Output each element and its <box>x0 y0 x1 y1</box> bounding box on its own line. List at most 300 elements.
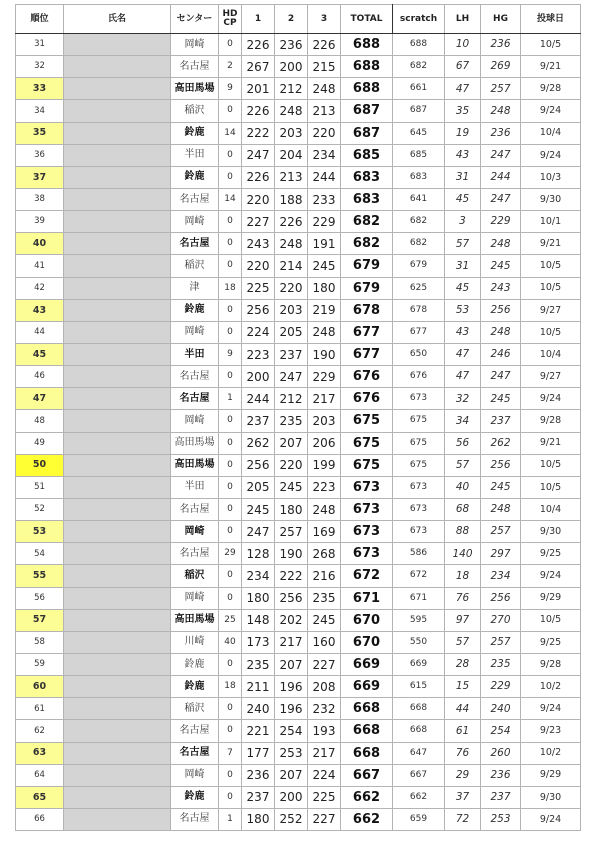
game-2-score: 203 <box>275 122 308 144</box>
high-game: 262 <box>481 432 521 454</box>
game-3-score: 203 <box>308 410 341 432</box>
scratch-score: 676 <box>393 366 445 388</box>
high-game: 240 <box>481 698 521 720</box>
center-cell: 岡崎 <box>171 587 219 609</box>
game-3-score: 227 <box>308 653 341 675</box>
handicap-cell: 0 <box>219 144 242 166</box>
table-row <box>16 166 581 188</box>
game-2-score: 196 <box>275 676 308 698</box>
table-row <box>16 609 581 631</box>
handicap-cell: 0 <box>219 521 242 543</box>
table-row <box>16 366 581 388</box>
low-high-diff: 31 <box>445 166 481 188</box>
game-1-score: 235 <box>242 653 275 675</box>
play-date: 9/30 <box>521 786 581 808</box>
center-cell: 名古屋 <box>171 742 219 764</box>
game-2-score: 212 <box>275 388 308 410</box>
table-row <box>16 343 581 365</box>
center-cell: 稲沢 <box>171 698 219 720</box>
play-date: 9/28 <box>521 78 581 100</box>
center-cell: 岡崎 <box>171 211 219 233</box>
game-1-score: 245 <box>242 498 275 520</box>
low-high-diff: 47 <box>445 366 481 388</box>
game-3-score: 215 <box>308 56 341 78</box>
scratch-score: 682 <box>393 56 445 78</box>
table-row <box>16 565 581 587</box>
handicap-cell: 0 <box>219 565 242 587</box>
handicap-cell: 0 <box>219 720 242 742</box>
name-cell <box>64 388 171 410</box>
table-row <box>16 122 581 144</box>
rank-cell: 47 <box>16 388 64 410</box>
scratch-score: 667 <box>393 764 445 786</box>
table-row <box>16 653 581 675</box>
scratch-score: 672 <box>393 565 445 587</box>
rank-cell: 43 <box>16 299 64 321</box>
name-cell <box>64 255 171 277</box>
game-3-score: 233 <box>308 188 341 210</box>
total-score: 676 <box>341 366 393 388</box>
game-2-score: 220 <box>275 277 308 299</box>
header-hd-line1: HD <box>222 9 238 19</box>
high-game: 237 <box>481 410 521 432</box>
play-date: 9/21 <box>521 233 581 255</box>
table-row <box>16 454 581 476</box>
high-game: 248 <box>481 233 521 255</box>
rank-cell: 42 <box>16 277 64 299</box>
handicap-cell: 0 <box>219 34 242 56</box>
rank-cell: 37 <box>16 166 64 188</box>
low-high-diff: 34 <box>445 410 481 432</box>
name-cell <box>64 454 171 476</box>
high-game: 257 <box>481 521 521 543</box>
game-2-score: 203 <box>275 299 308 321</box>
high-game: 245 <box>481 476 521 498</box>
game-2-score: 252 <box>275 808 308 830</box>
scratch-score: 687 <box>393 100 445 122</box>
rank-cell: 38 <box>16 188 64 210</box>
name-cell <box>64 808 171 830</box>
scratch-score: 668 <box>393 720 445 742</box>
game-2-score: 217 <box>275 631 308 653</box>
handicap-cell: 0 <box>219 211 242 233</box>
handicap-cell: 7 <box>219 742 242 764</box>
game-3-score: 229 <box>308 211 341 233</box>
table-row <box>16 720 581 742</box>
header-game-1: 1 <box>242 5 275 34</box>
game-2-score: 253 <box>275 742 308 764</box>
table-row <box>16 233 581 255</box>
rank-cell: 45 <box>16 343 64 365</box>
game-3-score: 199 <box>308 454 341 476</box>
handicap-cell: 1 <box>219 388 242 410</box>
rank-cell: 59 <box>16 653 64 675</box>
center-cell: 名古屋 <box>171 808 219 830</box>
center-cell: 岡崎 <box>171 34 219 56</box>
name-cell <box>64 698 171 720</box>
game-1-score: 256 <box>242 299 275 321</box>
high-game: 245 <box>481 388 521 410</box>
name-cell <box>64 321 171 343</box>
high-game: 235 <box>481 653 521 675</box>
rank-cell: 54 <box>16 543 64 565</box>
name-cell <box>64 587 171 609</box>
game-1-score: 236 <box>242 764 275 786</box>
low-high-diff: 97 <box>445 609 481 631</box>
scratch-score: 673 <box>393 498 445 520</box>
game-3-score: 248 <box>308 498 341 520</box>
low-high-diff: 57 <box>445 454 481 476</box>
name-cell <box>64 764 171 786</box>
high-game: 246 <box>481 343 521 365</box>
center-cell: 鈴鹿 <box>171 786 219 808</box>
game-3-score: 219 <box>308 299 341 321</box>
handicap-cell: 0 <box>219 321 242 343</box>
rank-cell: 64 <box>16 764 64 786</box>
handicap-cell: 0 <box>219 764 242 786</box>
handicap-cell: 0 <box>219 100 242 122</box>
play-date: 9/27 <box>521 366 581 388</box>
game-1-score: 223 <box>242 343 275 365</box>
center-cell: 名古屋 <box>171 388 219 410</box>
high-game: 245 <box>481 255 521 277</box>
center-cell: 高田馬場 <box>171 432 219 454</box>
game-3-score: 223 <box>308 476 341 498</box>
game-3-score: 226 <box>308 34 341 56</box>
name-cell <box>64 432 171 454</box>
center-cell: 名古屋 <box>171 188 219 210</box>
game-2-score: 248 <box>275 233 308 255</box>
rank-cell: 36 <box>16 144 64 166</box>
center-cell: 名古屋 <box>171 543 219 565</box>
high-game: 256 <box>481 299 521 321</box>
table-row <box>16 476 581 498</box>
header-rank: 順位 <box>16 5 64 34</box>
total-score: 683 <box>341 188 393 210</box>
total-score: 687 <box>341 100 393 122</box>
high-game: 270 <box>481 609 521 631</box>
name-cell <box>64 100 171 122</box>
play-date: 9/30 <box>521 188 581 210</box>
high-game: 248 <box>481 321 521 343</box>
center-cell: 鈴鹿 <box>171 676 219 698</box>
name-cell <box>64 56 171 78</box>
game-1-score: 247 <box>242 521 275 543</box>
handicap-cell: 0 <box>219 587 242 609</box>
low-high-diff: 53 <box>445 299 481 321</box>
game-1-score: 211 <box>242 676 275 698</box>
score-table <box>15 4 581 831</box>
scratch-score: 678 <box>393 299 445 321</box>
table-row <box>16 764 581 786</box>
game-1-score: 243 <box>242 233 275 255</box>
table-row <box>16 676 581 698</box>
game-2-score: 202 <box>275 609 308 631</box>
table-row <box>16 410 581 432</box>
table-row <box>16 34 581 56</box>
name-cell <box>64 78 171 100</box>
center-cell: 高田馬場 <box>171 454 219 476</box>
game-2-score: 213 <box>275 166 308 188</box>
game-1-score: 226 <box>242 100 275 122</box>
rank-cell: 53 <box>16 521 64 543</box>
rank-cell: 32 <box>16 56 64 78</box>
game-2-score: 207 <box>275 432 308 454</box>
rank-cell: 41 <box>16 255 64 277</box>
low-high-diff: 47 <box>445 78 481 100</box>
handicap-cell: 14 <box>219 122 242 144</box>
play-date: 9/21 <box>521 432 581 454</box>
total-score: 673 <box>341 543 393 565</box>
center-cell: 高田馬場 <box>171 78 219 100</box>
handicap-cell: 9 <box>219 78 242 100</box>
high-game: 247 <box>481 188 521 210</box>
play-date: 10/1 <box>521 211 581 233</box>
game-3-score: 227 <box>308 808 341 830</box>
game-3-score: 220 <box>308 122 341 144</box>
name-cell <box>64 786 171 808</box>
scratch-score: 615 <box>393 676 445 698</box>
low-high-diff: 29 <box>445 764 481 786</box>
low-high-diff: 88 <box>445 521 481 543</box>
center-cell: 鈴鹿 <box>171 166 219 188</box>
scratch-score: 673 <box>393 476 445 498</box>
game-1-score: 244 <box>242 388 275 410</box>
scratch-score: 675 <box>393 432 445 454</box>
name-cell <box>64 631 171 653</box>
low-high-diff: 19 <box>445 122 481 144</box>
center-cell: 鈴鹿 <box>171 299 219 321</box>
table-row <box>16 100 581 122</box>
play-date: 9/24 <box>521 698 581 720</box>
game-3-score: 216 <box>308 565 341 587</box>
name-cell <box>64 742 171 764</box>
rank-cell: 63 <box>16 742 64 764</box>
name-cell <box>64 211 171 233</box>
high-game: 256 <box>481 587 521 609</box>
low-high-diff: 47 <box>445 343 481 365</box>
total-score: 662 <box>341 786 393 808</box>
scratch-score: 650 <box>393 343 445 365</box>
high-game: 260 <box>481 742 521 764</box>
game-2-score: 235 <box>275 410 308 432</box>
game-3-score: 160 <box>308 631 341 653</box>
total-score: 677 <box>341 343 393 365</box>
high-game: 234 <box>481 565 521 587</box>
center-cell: 津 <box>171 277 219 299</box>
rank-cell: 56 <box>16 587 64 609</box>
handicap-cell: 29 <box>219 543 242 565</box>
name-cell <box>64 166 171 188</box>
center-cell: 半田 <box>171 144 219 166</box>
rank-cell: 60 <box>16 676 64 698</box>
game-1-score: 128 <box>242 543 275 565</box>
handicap-cell: 25 <box>219 609 242 631</box>
high-game: 247 <box>481 366 521 388</box>
total-score: 673 <box>341 498 393 520</box>
rank-cell: 44 <box>16 321 64 343</box>
total-score: 669 <box>341 653 393 675</box>
game-1-score: 226 <box>242 34 275 56</box>
center-cell: 名古屋 <box>171 366 219 388</box>
low-high-diff: 32 <box>445 388 481 410</box>
total-score: 662 <box>341 808 393 830</box>
game-3-score: 206 <box>308 432 341 454</box>
high-game: 253 <box>481 808 521 830</box>
header-hg: HG <box>481 5 521 34</box>
total-score: 676 <box>341 388 393 410</box>
rank-cell: 65 <box>16 786 64 808</box>
game-1-score: 227 <box>242 211 275 233</box>
center-cell: 稲沢 <box>171 565 219 587</box>
rank-cell: 39 <box>16 211 64 233</box>
low-high-diff: 76 <box>445 587 481 609</box>
game-1-score: 267 <box>242 56 275 78</box>
handicap-cell: 18 <box>219 277 242 299</box>
game-3-score: 217 <box>308 388 341 410</box>
handicap-cell: 0 <box>219 410 242 432</box>
game-1-score: 225 <box>242 277 275 299</box>
game-2-score: 236 <box>275 34 308 56</box>
game-2-score: 256 <box>275 587 308 609</box>
rank-cell: 62 <box>16 720 64 742</box>
play-date: 9/21 <box>521 56 581 78</box>
high-game: 236 <box>481 122 521 144</box>
game-1-score: 177 <box>242 742 275 764</box>
play-date: 9/29 <box>521 587 581 609</box>
name-cell <box>64 188 171 210</box>
table-row <box>16 698 581 720</box>
table-row <box>16 188 581 210</box>
rank-cell: 35 <box>16 122 64 144</box>
rank-cell: 40 <box>16 233 64 255</box>
game-1-score: 226 <box>242 166 275 188</box>
scratch-score: 673 <box>393 521 445 543</box>
game-2-score: 222 <box>275 565 308 587</box>
rank-cell: 46 <box>16 366 64 388</box>
center-cell: 高田馬場 <box>171 609 219 631</box>
rank-cell: 50 <box>16 454 64 476</box>
play-date: 10/4 <box>521 343 581 365</box>
center-cell: 稲沢 <box>171 100 219 122</box>
handicap-cell: 2 <box>219 56 242 78</box>
handicap-cell: 0 <box>219 299 242 321</box>
game-2-score: 254 <box>275 720 308 742</box>
low-high-diff: 140 <box>445 543 481 565</box>
game-3-score: 193 <box>308 720 341 742</box>
rank-cell: 51 <box>16 476 64 498</box>
total-score: 673 <box>341 521 393 543</box>
header-date: 投球日 <box>521 5 581 34</box>
game-2-score: 180 <box>275 498 308 520</box>
total-score: 671 <box>341 587 393 609</box>
high-game: 248 <box>481 100 521 122</box>
total-score: 675 <box>341 454 393 476</box>
scratch-score: 683 <box>393 166 445 188</box>
game-1-score: 237 <box>242 786 275 808</box>
high-game: 237 <box>481 786 521 808</box>
header-lh: LH <box>445 5 481 34</box>
total-score: 677 <box>341 321 393 343</box>
game-1-score: 256 <box>242 454 275 476</box>
handicap-cell: 0 <box>219 498 242 520</box>
scratch-score: 671 <box>393 587 445 609</box>
handicap-cell: 0 <box>219 432 242 454</box>
high-game: 244 <box>481 166 521 188</box>
low-high-diff: 45 <box>445 277 481 299</box>
high-game: 269 <box>481 56 521 78</box>
game-2-score: 214 <box>275 255 308 277</box>
header-game-3: 3 <box>308 5 341 34</box>
low-high-diff: 35 <box>445 100 481 122</box>
center-cell: 稲沢 <box>171 255 219 277</box>
name-cell <box>64 366 171 388</box>
rank-cell: 48 <box>16 410 64 432</box>
handicap-cell: 0 <box>219 698 242 720</box>
header-game-2: 2 <box>275 5 308 34</box>
play-date: 10/2 <box>521 676 581 698</box>
high-game: 236 <box>481 764 521 786</box>
name-cell <box>64 299 171 321</box>
low-high-diff: 40 <box>445 476 481 498</box>
scratch-score: 550 <box>393 631 445 653</box>
rank-cell: 31 <box>16 34 64 56</box>
game-1-score: 220 <box>242 188 275 210</box>
table-row <box>16 388 581 410</box>
table-row <box>16 742 581 764</box>
handicap-cell: 14 <box>219 188 242 210</box>
low-high-diff: 57 <box>445 233 481 255</box>
total-score: 688 <box>341 56 393 78</box>
name-cell <box>64 34 171 56</box>
low-high-diff: 57 <box>445 631 481 653</box>
high-game: 248 <box>481 498 521 520</box>
handicap-cell: 40 <box>219 631 242 653</box>
game-1-score: 180 <box>242 808 275 830</box>
game-2-score: 247 <box>275 366 308 388</box>
total-score: 679 <box>341 255 393 277</box>
scratch-score: 669 <box>393 653 445 675</box>
handicap-cell: 0 <box>219 366 242 388</box>
header-row <box>16 5 581 34</box>
center-cell: 名古屋 <box>171 56 219 78</box>
play-date: 10/5 <box>521 609 581 631</box>
play-date: 10/4 <box>521 498 581 520</box>
total-score: 668 <box>341 698 393 720</box>
handicap-cell: 1 <box>219 808 242 830</box>
rank-cell: 55 <box>16 565 64 587</box>
header-total: TOTAL <box>341 5 393 34</box>
play-date: 9/25 <box>521 631 581 653</box>
table-row <box>16 808 581 830</box>
game-3-score: 217 <box>308 742 341 764</box>
game-2-score: 220 <box>275 454 308 476</box>
rank-cell: 49 <box>16 432 64 454</box>
center-cell: 鈴鹿 <box>171 122 219 144</box>
play-date: 9/28 <box>521 653 581 675</box>
scratch-score: 688 <box>393 34 445 56</box>
play-date: 9/28 <box>521 410 581 432</box>
play-date: 9/24 <box>521 100 581 122</box>
total-score: 673 <box>341 476 393 498</box>
handicap-cell: 0 <box>219 476 242 498</box>
handicap-cell: 0 <box>219 454 242 476</box>
scratch-score: 659 <box>393 808 445 830</box>
game-1-score: 262 <box>242 432 275 454</box>
game-1-score: 222 <box>242 122 275 144</box>
scratch-score: 645 <box>393 122 445 144</box>
game-2-score: 245 <box>275 476 308 498</box>
